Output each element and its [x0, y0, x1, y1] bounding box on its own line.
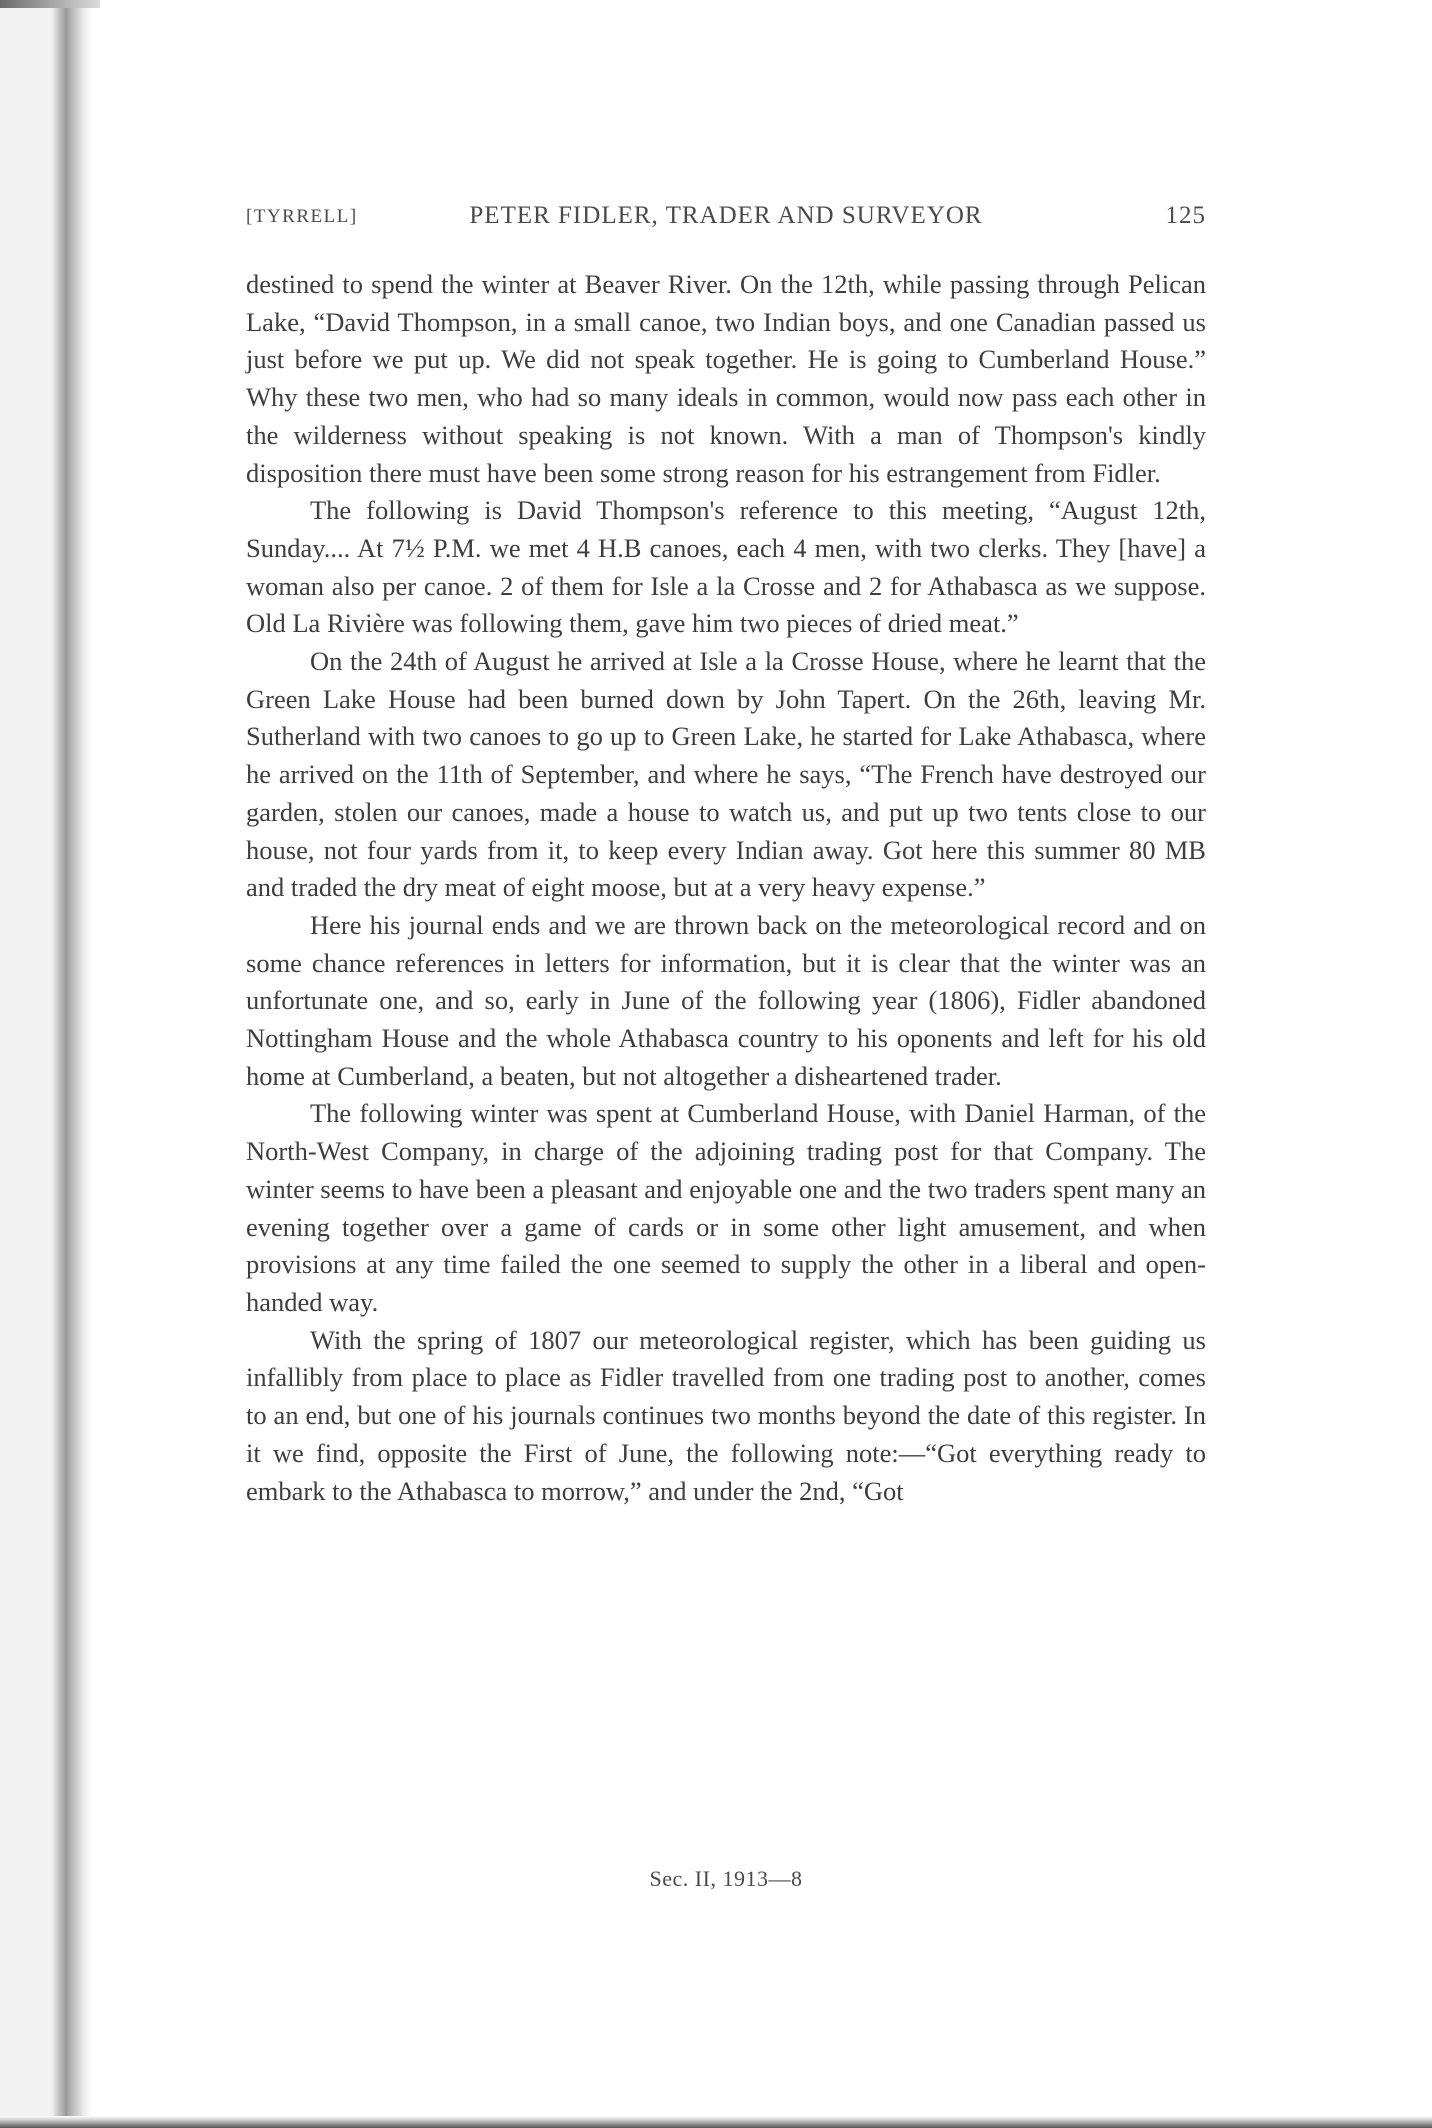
paragraph: The following winter was spent at Cumberland House, with Daniel Harman, of the North-West Company, in charge of the adjoining trading post for that Company. The winter seems to have been a pleasant and enjoyable one and the two traders spent many an evening together over a game of cards or in some other light amusement, and when provisions at any time failed the one seemed to supply the other in a liberal and open-handed way. — [246, 1098, 1206, 1317]
page-number: 125 — [1165, 202, 1206, 229]
running-head — [246, 196, 1206, 244]
paragraph: On the 24th of August he arrived at Isle a la Crosse House, where he learnt that the Green Lake House had been burned down by John Tapert. On the 26th, leaving Mr. Sutherland with two canoes to go up to Green Lake, he started for Lake Athabasca, where he arrived on the 11th of September, and where he says, “The French have destroyed our garden, stolen our canoes, made a house to watch us, and put up two tents close to our house, not four yards from it, to keep every Indian away. Got here this summer 80 MB and traded the dry meat of eight moose, but at a very heavy expense.” — [246, 646, 1206, 903]
book-page — [246, 196, 1206, 1510]
author-tag: [TYRRELL] — [246, 206, 358, 227]
paragraph: Here his journal ends and we are thrown back on the meteorological record and on some chance references in letters for information, but it is clear that the winter was an unfortunate one, and so, early in June of the following year (1806), Fidler abandoned Nottingham House and the whole Athabasca country to his oponents and left for his old home at Cumberland, a beaten, but not altogether a disheartened trader. — [246, 909, 1206, 1091]
binding-edge — [0, 0, 100, 8]
body-text — [246, 266, 1206, 1510]
page-gutter-shadow — [0, 0, 92, 2128]
running-title: PETER FIDLER, TRADER AND SURVEYOR — [469, 202, 983, 229]
page-bottom-edge — [0, 2116, 1432, 2128]
paragraph: With the spring of 1807 our meteorological register, which has been guiding us infallibly from place to place as Fidler travelled from one trading post to another, comes to an end, but one of his journals continues two months beyond the date of this register. In it we find, opposite the First of June, the following note:—“Got everything ready to embark to the Athabasca to morrow,” and under the 2nd, “Got — [246, 1324, 1206, 1506]
paragraph: destined to spend the winter at Beaver River. On the 12th, while passing through Pelican Lake, “David Thompson, in a small canoe, two Indian boys, and one Canadian passed us just before we put up. We did not speak together. He is going to Cumberland House.” Why these two men, who had so many ideals in common, would now pass each other in the wilderness without speaking is not known. With a man of Thompson's kindly disposition there must have been some strong reason for his estrangement from Fidler. — [246, 269, 1206, 488]
signature-mark: Sec. II, 1913—8 — [649, 1866, 803, 1891]
paragraph: The following is David Thompson's reference to this meeting, “August 12th, Sunday.... At 7½ P.M. we met 4 H.B canoes, each 4 men, with two clerks. They [have] a woman also per canoe. 2 of them for Isle a la Crosse and 2 for Athabasca as we suppose. Old La Rivière was following them, gave him two pieces of dried meat.” — [246, 495, 1206, 639]
